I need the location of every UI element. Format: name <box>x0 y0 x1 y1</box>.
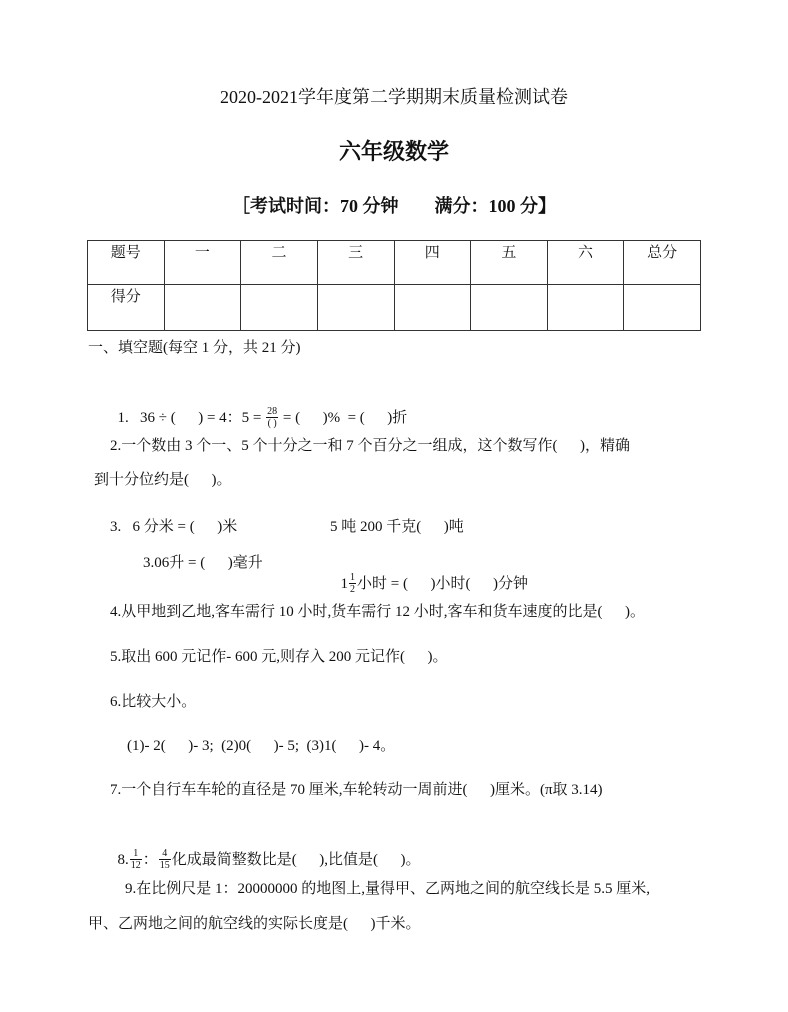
subject-title: 六年级数学 <box>338 139 449 164</box>
question-7: 7.一个自行车车轮的直径是 70 厘米,车轮转动一周前进( )厘米。(π取 3.14) <box>110 782 603 798</box>
score-cell <box>471 285 548 331</box>
score-cell <box>241 285 318 331</box>
question-8-suffix: 化成最简整数比是( ),比值是( )。 <box>171 851 421 868</box>
fraction <box>266 406 278 429</box>
fraction <box>349 572 356 595</box>
question-6-stem: 6.比较大小。 <box>110 694 197 710</box>
fraction-numerator: 1 <box>350 572 355 583</box>
score-table-header-cell: 二 <box>241 241 318 285</box>
question-3-part-d <box>333 553 528 596</box>
question-1-suffix: = ( )% = ( )折 <box>279 409 408 426</box>
question-5: 5.取出 600 元记作- 600 元,则存入 200 元记作( )。 <box>110 649 448 665</box>
score-table-header-cell: 五 <box>471 241 548 285</box>
ratio-colon: ： <box>142 851 158 868</box>
question-8 <box>110 829 421 872</box>
question-2-line-2: 到十分位约是( )。 <box>94 472 232 488</box>
fraction-denominator: 12 <box>130 860 141 871</box>
score-row-label: 得分 <box>88 285 165 331</box>
question-4: 4.从甲地到乙地,客车需行 10 小时,货车需行 12 小时,客车和货车速度的比是( )。 <box>110 604 645 620</box>
question-2-line-1: 2.一个数由 3 个一、5 个十分之一和 7 个百分之一组成，这个数写作( )，精确 <box>110 438 630 454</box>
score-table-header-cell: 总分 <box>624 241 701 285</box>
fraction-denominator: ( ) <box>267 418 277 429</box>
question-1 <box>110 387 407 430</box>
exam-info: ［考试时间：70 分钟 满分：100 分】 <box>232 196 556 216</box>
fraction-numerator: 1 <box>130 848 142 860</box>
question-1-prefix: 1. 36 ÷ ( ) = 4：5 = <box>117 409 266 426</box>
score-table <box>87 240 701 331</box>
score-table-score-row <box>88 285 701 331</box>
question-9-line-1: 9.在比例尺是 1：20000000 的地图上,量得甲、乙两地之间的航空线长是 5.5 厘米, <box>125 881 651 897</box>
exam-title: 2020-2021学年度第二学期期末质量检测试卷 <box>220 87 568 107</box>
fraction <box>130 848 142 871</box>
fraction-denominator: 15 <box>159 860 170 871</box>
fraction <box>159 848 171 871</box>
question-6-parts: (1)- 2( )- 3; (2)0( )- 5; (3)1( )- 4。 <box>127 738 396 754</box>
score-table-header-cell: 三 <box>317 241 394 285</box>
score-table-header-cell: 题号 <box>88 241 165 285</box>
score-table-header-cell: 四 <box>394 241 471 285</box>
score-table-header-row <box>88 241 701 285</box>
question-3-part-b: 5 吨 200 千克( )吨 <box>330 519 464 535</box>
score-cell <box>547 285 624 331</box>
mixed-number-whole: 1 <box>340 575 348 592</box>
score-cell <box>317 285 394 331</box>
question-9-line-2: 甲、乙两地之间的航空线的实际长度是( )千米。 <box>88 916 421 932</box>
question-3-part-c: 3.06升 = ( )毫升 <box>143 555 263 571</box>
section-heading: 一、填空题(每空 1 分，共 21 分) <box>88 340 301 356</box>
score-table-header-cell: 一 <box>164 241 241 285</box>
score-cell <box>394 285 471 331</box>
fraction-denominator: 2 <box>350 584 355 595</box>
question-3-part-d-text: 小时 = ( )小时( )分钟 <box>357 575 528 592</box>
score-cell <box>164 285 241 331</box>
question-3-part-a: 3. 6 分米 = ( )米 <box>110 519 238 535</box>
score-table-header-cell: 六 <box>547 241 624 285</box>
score-cell <box>624 285 701 331</box>
fraction-numerator: 28 <box>267 406 278 417</box>
fraction-numerator: 4 <box>159 848 171 860</box>
question-8-prefix: 8. <box>117 851 129 868</box>
